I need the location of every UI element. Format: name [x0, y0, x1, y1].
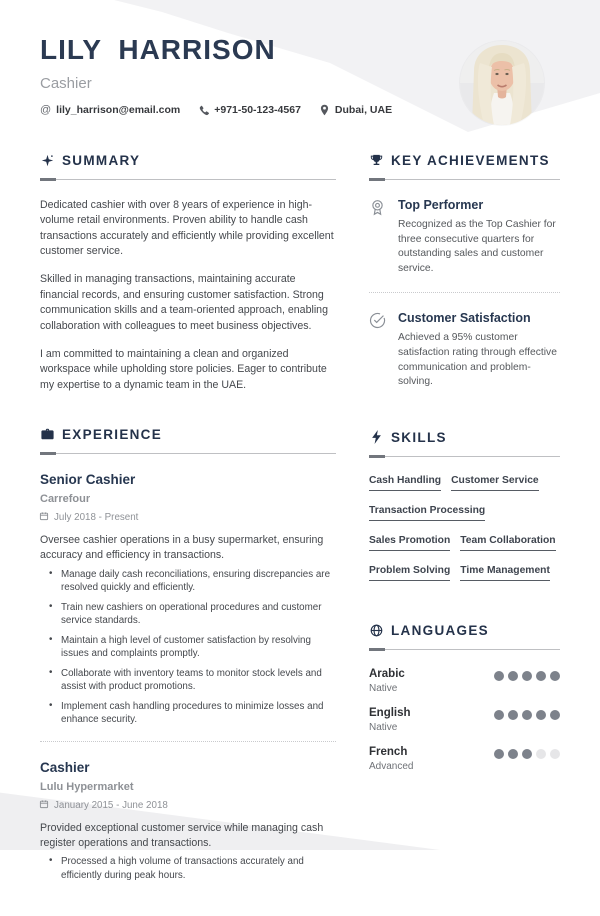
trophy-icon	[369, 154, 383, 167]
job-title: Cashier	[40, 75, 92, 92]
section-summary	[40, 153, 336, 393]
skill-chip[interactable]: Sales Promotion	[369, 535, 450, 551]
language-proficiency-dots	[494, 749, 560, 759]
language-row	[369, 707, 560, 733]
section-rule	[369, 649, 560, 650]
job-description: Provided exceptional customer service while managing cash register operations and transactions.	[40, 821, 324, 849]
phone-icon	[198, 105, 209, 116]
language-level: Advanced	[369, 760, 414, 772]
job-description: Oversee cashier operations in a busy supermarket, ensuring accuracy and efficiency in transactions.	[40, 533, 324, 561]
section-languages	[369, 623, 560, 772]
job-dates: July 2018 - Present	[40, 512, 336, 523]
job-separator	[40, 741, 336, 742]
at-icon: @	[40, 104, 52, 116]
job-bullet: • Implement cash handling procedures to minimize losses and enhance security.	[40, 700, 336, 727]
skill-chip[interactable]: Transaction Processing	[369, 505, 485, 521]
language-level: Native	[369, 721, 398, 733]
location-text: Dubai, UAE	[334, 104, 393, 116]
skill-chip[interactable]: Customer Service	[451, 475, 539, 491]
profile-photo	[460, 41, 544, 125]
job-company: Lulu Hypermarket	[40, 780, 134, 793]
achievement-item	[369, 311, 560, 389]
job-role: Cashier	[40, 759, 90, 775]
language-proficiency-dots	[494, 710, 560, 720]
skill-chip[interactable]: Time Management	[460, 565, 550, 581]
sparkle-icon	[40, 154, 54, 167]
skills-title: SKILLS	[391, 429, 447, 445]
section-rule	[40, 453, 336, 454]
skill-chip[interactable]: Team Collaboration	[460, 535, 555, 551]
job-bullet: • Train new cashiers on operational procedures and customer service standards.	[40, 601, 336, 628]
achievements-title: KEY ACHIEVEMENTS	[391, 153, 550, 168]
name-heading: LILY HARRISON	[40, 34, 276, 65]
section-skills	[369, 430, 560, 581]
job-entry	[40, 760, 336, 883]
language-name: French	[369, 745, 408, 758]
achievement-text: Achieved a 95% customer satisfaction rating through effective communication and problem-solving.	[398, 332, 557, 388]
language-level: Native	[369, 682, 398, 694]
email-link[interactable]	[40, 104, 180, 116]
job-company: Carrefour	[40, 492, 91, 505]
summary-paragraph: I am committed to maintaining a clean and organized workspace while upholding store policies. Eager to contribute my expertise to a dynamic team in the UAE.	[40, 347, 327, 391]
languages-title: LANGUAGES	[391, 622, 489, 638]
section-rule	[40, 179, 336, 180]
job-bullet: • Collaborate with inventory teams to monitor stock levels and assist with product promotions.	[40, 667, 336, 694]
job-dates: January 2015 - June 2018	[40, 800, 336, 811]
experience-title: EXPERIENCE	[62, 426, 163, 442]
achievement-item	[369, 198, 560, 276]
job-bullet: • Processed a high volume of transactions accurately and efficiently during peak hours.	[40, 855, 336, 882]
language-name: English	[369, 706, 411, 719]
medal-icon	[369, 199, 386, 276]
briefcase-icon	[40, 428, 54, 440]
achievement-separator	[369, 292, 560, 293]
summary-paragraph: Skilled in managing transactions, maintaining accurate financial records, and ensuring customer satisfaction. Strong communication skills and a team-oriented approach, enabling collaboration with colleagues to meet business objectives.	[40, 273, 328, 332]
achievement-title: Customer Satisfaction	[398, 311, 531, 326]
left-column	[40, 153, 336, 916]
job-bullet: • Manage daily cash reconciliations, ensuring discrepancies are resolved quickly and efficiently.	[40, 568, 336, 595]
location-item[interactable]	[319, 104, 392, 116]
achievement-text: Recognized as the Top Cashier for three consecutive quarters for outstanding sales and customer service.	[398, 219, 556, 274]
job-role: Senior Cashier	[40, 471, 136, 487]
location-pin-icon	[319, 104, 330, 116]
section-experience	[40, 427, 336, 883]
job-bullet-list	[40, 855, 336, 882]
achievement-title: Top Performer	[398, 198, 484, 212]
contact-row	[40, 104, 392, 116]
phone-link[interactable]	[198, 104, 301, 116]
section-achievements	[369, 153, 560, 390]
skill-chip[interactable]: Problem Solving	[369, 565, 450, 581]
phone-text: +971-50-123-4567	[214, 104, 301, 116]
target-check-icon	[369, 312, 386, 389]
skill-chip[interactable]: Cash Handling	[369, 475, 441, 491]
summary-title: SUMMARY	[62, 153, 141, 168]
language-row	[369, 668, 560, 694]
skills-list	[369, 475, 560, 581]
calendar-icon	[40, 800, 48, 811]
job-bullet: • Maintain a high level of customer satisfaction by resolving issues and complaints promptly.	[40, 634, 336, 661]
language-name: Arabic	[369, 667, 405, 680]
globe-icon	[369, 624, 383, 637]
right-column	[369, 153, 560, 916]
section-rule	[369, 179, 560, 180]
section-rule	[369, 456, 560, 457]
lightning-bolt-icon	[369, 430, 383, 444]
resume-header	[40, 34, 560, 125]
email-text: lily_harrison@email.com	[56, 104, 181, 116]
language-row	[369, 746, 560, 772]
summary-paragraph: Dedicated cashier with over 8 years of experience in high-volume retail environments. Proven ability to handle cash transactions accurately and efficiently while providing excellent customer service.	[40, 199, 334, 258]
job-bullet-list	[40, 568, 336, 727]
calendar-icon	[40, 512, 48, 523]
job-entry	[40, 472, 336, 727]
language-proficiency-dots	[494, 671, 560, 681]
